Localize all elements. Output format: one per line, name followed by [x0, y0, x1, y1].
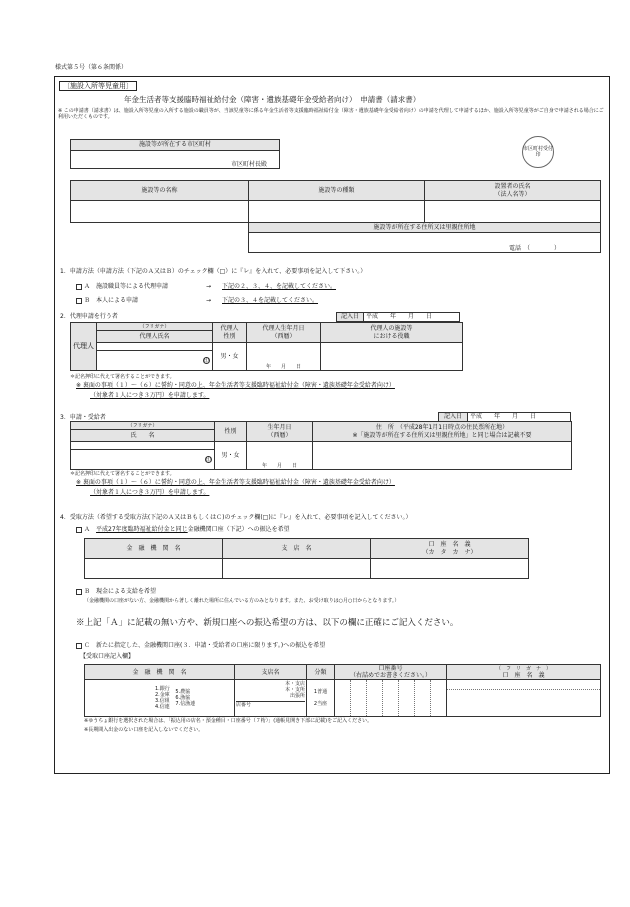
branch-a-field[interactable] [223, 559, 371, 579]
option-b-note: （金融機関の口座がない方、金融機関から著しく離れた場所に住んでいる方のみとなります。また、お受け取りは○月○日からとなります。） [84, 598, 400, 604]
form-title: 年金生活者等支援臨時福祉給付金（障害・遺族基礎年金受給者向け） 申請書（請求書） [124, 95, 421, 104]
acctno-header-1: 口座番号 [378, 665, 403, 672]
founder-field[interactable] [425, 201, 601, 223]
entry-date-field[interactable]: 平成 年 月 日 [364, 313, 460, 322]
branch-c-header: 支店名 [235, 665, 307, 680]
entry-date-label-3: 記入日 [439, 413, 468, 422]
branch-type-3[interactable]: 出張所 [289, 693, 305, 700]
facility-table [70, 180, 601, 253]
agent-side-label: 代理人 [71, 323, 97, 371]
checkbox-a[interactable] [76, 284, 82, 290]
section4-option-a[interactable]: Ａ 平成27年度臨時福祉給付金と同じ金融機関口座（下記）への振込を希望 [76, 526, 290, 533]
founder-header-2: （法人名等） [494, 190, 531, 198]
agent-gender-header-1: 代理人 [220, 325, 239, 333]
facility-address-header: 施設等が所在する住所又は里親住所地 [249, 223, 601, 233]
applicant-oath-line1: ※ 裏面の事項（１）～（６）に誓約・同意の上、年金生活者等支援臨時福祉給付金（障害・遺族基礎年金受給者向け） [76, 479, 395, 486]
branch-type-1[interactable]: 本・支店 [284, 681, 305, 688]
facility-name-header: 施設等の名称 [71, 181, 249, 201]
agent-oath-line1: ※ 裏面の事項（１）～（６）に誓約・同意の上、年金生活者等支援臨時福祉給付金（障害・遺族基礎年金受給者向け） [76, 382, 395, 389]
applicant-birth-header-1: 生年月日 [267, 424, 292, 432]
applicant-gender-header: 性別 [215, 422, 247, 442]
section1-heading: 1．申請方法（申請方法（下記のＡ又はＢ）のチェック欄（□）に『レ』を入れて、必要事項を記入して下さい。） [60, 268, 367, 275]
handwritten-note: ※上記「Ａ」に記載の無い方や、新規口座への振込希望の方は、以下の欄に正確にご記入ください。 [76, 618, 459, 628]
bank-entry-label: 【受取口座記入欄】 [80, 653, 135, 660]
branch-type-2[interactable]: 本・支所 [284, 687, 305, 694]
intro-note: ※ この申請書（請求書）は、施設入所等児童の入所する施設の職員等が、当該児童等に係る年金生活者等支援臨時福祉給付金（障害・遺族基礎年金受給者向け）の申請を代理して申請するほか、施設入所等児童等がご自身で申請される場合にご利用いただくものです。 [58, 108, 604, 121]
yucho-note: ※ゆうちょ銀行を選択された場合は、「振込用の店名・預金種目・口座番号（７桁）」(通帳見開き下部に記載)をご記入ください。 [84, 718, 373, 724]
account-a-field[interactable] [371, 559, 529, 579]
agent-birth-header-1: 代理人生年月日 [262, 325, 305, 333]
dormant-note: ※長期間入出金のない口座を記入しないでください。 [84, 727, 204, 733]
section1-option-a-text: 下記の２、３、４、を記載してください。 [222, 283, 337, 290]
agent-furigana-field[interactable] [97, 343, 213, 351]
municipality-mayor: 市区町村長殿 [71, 151, 280, 169]
section4-option-c[interactable]: Ｃ 新たに指定した、金融機関口座(３．申請・受給者の口座に限ります。)への振込を希望 [76, 642, 325, 649]
applicant-gender-field[interactable]: 男・女 [215, 442, 247, 470]
type-c-header: 分類 [307, 665, 335, 680]
facility-address-field[interactable] [249, 233, 601, 253]
bank-type-6[interactable]: 6.漁協 [175, 695, 191, 702]
bank-table-a [84, 538, 529, 579]
applicant-sign-note: ＊記名押印に代えて署名することができます。 [70, 471, 175, 477]
account-number-field[interactable] [335, 680, 447, 717]
facility-name-field[interactable] [71, 201, 249, 223]
phone-label: 電話 [508, 244, 521, 252]
acct-type-field[interactable] [307, 680, 335, 717]
seal-icon: 印 [206, 456, 212, 463]
checkbox-4a[interactable] [76, 527, 82, 533]
reception-stamp: 市区町村受付印 [522, 136, 554, 168]
bank-type-7[interactable]: 7.信漁連 [175, 701, 196, 708]
account-a-header-2: （カ タ カ ナ） [422, 548, 477, 556]
agent-birth-field[interactable]: 年 月 日 [247, 343, 321, 371]
bank-c-field[interactable] [85, 680, 235, 717]
agent-furigana-header: （フリガナ） [97, 323, 213, 331]
applicant-table [70, 421, 572, 470]
branch-a-header: 支 店 名 [223, 539, 371, 559]
agent-role-header-2: における役職 [373, 332, 410, 340]
holder-header: 口 座 名 義 [502, 671, 545, 679]
section2-heading: 2．代理申請を行う者 [60, 313, 118, 320]
agent-table [70, 322, 463, 371]
entry-date-label: 記入日 [337, 313, 364, 322]
agent-name-header: 代理人氏名 [97, 331, 213, 343]
bank-type-4[interactable]: 4.信連 [155, 704, 170, 711]
section1-option-b-text: 下記の３、４を記載してください。 [222, 297, 319, 304]
municipality-table [70, 139, 280, 169]
applicant-address-field[interactable] [313, 442, 572, 470]
applicant-address-header-1: 住 所 （平成28年1月1日時点の住民票所在地） [375, 424, 509, 432]
acctno-header-2: （右詰めでお書きください。） [349, 672, 431, 680]
bank-type-3[interactable]: 3.信組 [155, 698, 170, 705]
agent-role-header-1: 代理人の施設等 [370, 325, 413, 333]
category-box: 〔施設入所等児童用〕 [59, 81, 137, 91]
checkbox-b[interactable] [76, 298, 82, 304]
bank-table-c [84, 664, 601, 717]
agent-birth-header-2: （西暦） [271, 332, 296, 340]
entry-date-field-3[interactable]: 平成 年 月 日 [468, 413, 571, 422]
holder-furigana-header: （ フ リ ガ ナ ） [495, 665, 551, 672]
facility-type-field[interactable] [249, 201, 425, 223]
section3-heading: 3．申請・受給者 [60, 414, 106, 421]
applicant-name-header: 氏 名 [71, 430, 215, 442]
bank-type-5[interactable]: 5.農協 [175, 689, 191, 696]
bank-type-2[interactable]: 2.金庫 [155, 692, 170, 699]
section1-option-a[interactable]: Ａ 施設職員等による代理申請 [76, 283, 168, 290]
arrow-a: → [206, 283, 212, 290]
agent-role-field[interactable] [321, 343, 463, 371]
acct-type-2[interactable]: 2当座 [313, 701, 328, 708]
bank-type-1[interactable]: 1.銀行 [155, 686, 170, 693]
account-holder-field[interactable] [447, 680, 601, 717]
acct-type-1[interactable]: 1普通 [313, 689, 328, 696]
applicant-birth-header-2: （西暦） [267, 431, 292, 439]
store-number-label: 店番号 [236, 701, 305, 708]
bank-a-field[interactable] [85, 559, 223, 579]
agent-gender-field[interactable]: 男・女 [213, 343, 247, 371]
arrow-b: → [206, 297, 212, 304]
agent-oath-line2: （対象者１人につき３万円）を申請します。 [90, 392, 210, 399]
municipality-header: 施設等が所在する市区町村 [71, 140, 280, 151]
applicant-oath-line2: （対象者１人につき３万円）を申請します。 [90, 489, 210, 496]
applicant-address-header-2: ※「施設等が所在する住所又は里親住所地」と同じ場合は記載不要 [352, 431, 532, 439]
bank-c-header: 金 融 機 関 名 [85, 665, 235, 680]
section1-option-b[interactable]: Ｂ 本人による申請 [76, 297, 138, 304]
agent-gender-header-2: 性別 [223, 332, 236, 340]
phone-field[interactable]: （ ） [526, 244, 560, 252]
facility-type-header: 施設等の種類 [249, 181, 425, 201]
account-a-header-1: 口 座 名 義 [428, 541, 471, 549]
checkbox-4c[interactable] [76, 643, 82, 649]
agent-sign-note: ＊記名押印に代えて署名することができます。 [70, 374, 175, 380]
branch-c-field[interactable] [235, 680, 307, 717]
section2-entry-date [336, 312, 460, 322]
founder-header-1: 設置者の氏名 [494, 183, 531, 191]
bank-a-header: 金 融 機 関 名 [85, 539, 223, 559]
applicant-furigana-header: （フリガナ） [71, 422, 215, 430]
section4-option-b[interactable]: Ｂ 現金による支給を希望 [76, 588, 156, 595]
agent-name-field[interactable] [97, 351, 213, 371]
seal-icon: 印 [204, 357, 210, 364]
checkbox-4b[interactable] [76, 589, 82, 595]
section4-heading: 4．受取方法（希望する受取方法(下記のＡ又はＢもしくはＣ)のチェック欄(□)に『レ』を入れて、必要事項を記入してください。） [60, 514, 412, 521]
applicant-furigana-field[interactable] [71, 442, 215, 450]
form-number: 様式第５号（第６条関係） [55, 64, 128, 71]
applicant-name-field[interactable] [71, 450, 215, 470]
applicant-birth-field[interactable]: 年 月 日 [247, 442, 313, 470]
